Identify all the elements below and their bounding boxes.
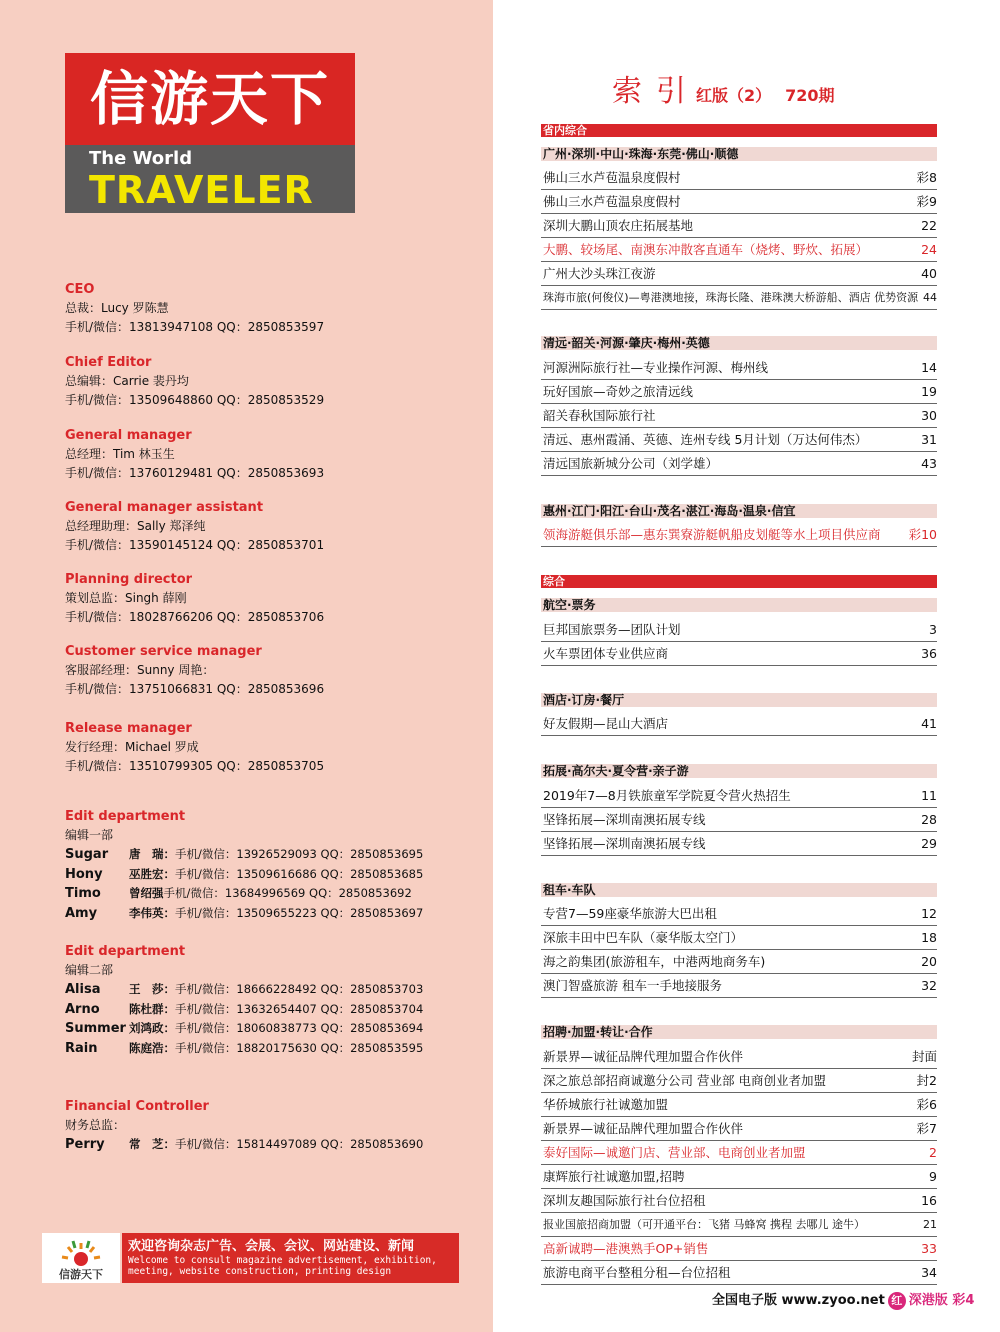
sun-icon [62, 1241, 100, 1266]
footer-edition: 深港版 [908, 1293, 948, 1308]
index-row[interactable]: 韶关春秋国际旅行社 30 [541, 404, 937, 428]
footer-page: 彩4 [952, 1293, 975, 1308]
mini-logo-text: 信游天下 [59, 1268, 103, 1281]
index-row[interactable]: 华侨城旅行社诚邀加盟 彩6 [541, 1093, 937, 1117]
index-row[interactable]: 坚锋拓展—深圳南澳拓展专线 29 [541, 832, 937, 856]
subcategory-header: 航空·票务 [541, 598, 937, 612]
banner-en: Welcome to consult magazine advertisement, exhibition, meeting, website construction, printing design [128, 1255, 437, 1277]
subcategory-header: 招聘·加盟·转让·合作 [541, 1025, 937, 1039]
index-row[interactable]: 火车票团体专业供应商 36 [541, 642, 937, 666]
index-row[interactable]: 专营7—59座豪华旅游大巴出租 12 [541, 902, 937, 926]
index-row[interactable]: 康辉旅行社诚邀加盟,招聘 9 [541, 1165, 937, 1189]
logo-title-en-1: The World [89, 148, 193, 169]
member-row: Amy 李伟英：手机/微信：13509655223 QQ：2850853697 [65, 905, 424, 921]
subcategory-header: 惠州·江门·阳江·台山·茂名·湛江·海岛·温泉·信宜 [541, 504, 937, 518]
index-row[interactable]: 深圳大鹏山顶农庄拓展基地 22 [541, 214, 937, 238]
edit-department-2: Edit department 编辑二部 Alisa 王 莎：手机/微信：18666228492 QQ：2850853703 Arno 陈杜群：手机/微信：13632654407 QQ：2850853704 Summer 刘鸿政：手机/微信：18060838773 QQ：2850853694 Rain 陈庭浩：手机/微信：18820175630 QQ：2850853595 [65, 943, 423, 1058]
index-row[interactable]: 清远国旅新城分公司（刘学雄） 43 [541, 452, 937, 476]
masthead-panel [0, 0, 493, 1332]
index-row[interactable]: 河源洲际旅行社—专业操作河源、梅州线 14 [541, 356, 937, 380]
index-row[interactable]: 领海游艇俱乐部—惠东巽寮游艇帆船皮划艇等水上项目供应商 彩10 [541, 523, 937, 547]
staff-ceo: CEO 总裁：Lucy 罗陈慧 手机/微信：13813947108 QQ：2850853597 [65, 282, 325, 334]
index-row[interactable]: 2019年7—8月铁旅童军学院夏令营火热招生 11 [541, 784, 937, 808]
subcategory-header: 租车·车队 [541, 883, 937, 897]
subcategory-header: 酒店·订房·餐厅 [541, 693, 937, 707]
staff-chief-editor: Chief Editor 总编辑：Carrie 裴丹均 手机/微信：13509648860 QQ：2850853529 [65, 355, 325, 407]
member-row: Sugar 唐 瑞：手机/微信：13926529093 QQ：2850853695 [65, 847, 424, 862]
staff-gm-assistant: General manager assistant 总经理助理：Sally 郑泽纯 手机/微信：13590145124 QQ：2850853701 [65, 500, 325, 552]
index-row[interactable]: 深圳友趣国际旅行社台位招租 16 [541, 1189, 937, 1213]
index-row[interactable]: 海之韵集团(旅游租车，中港两地商务车) 20 [541, 950, 937, 974]
page-footer [712, 1292, 974, 1310]
index-row[interactable]: 广州大沙头珠江夜游 40 [541, 262, 937, 286]
footer-site[interactable]: 全国电子版 www.zyoo.net [712, 1293, 885, 1308]
staff-customer-service: Customer service manager 客服部经理：Sunny 周艳： 手机/微信：13751066831 QQ：2850853696 [65, 644, 325, 696]
index-row[interactable]: 旅游电商平台整租分租—台位招租 34 [541, 1261, 937, 1285]
member-row: Alisa 王 莎：手机/微信：18666228492 QQ：2850853703 [65, 982, 424, 997]
index-row[interactable]: 新景界—诚征品牌代理加盟合作伙伴 彩7 [541, 1117, 937, 1141]
edition-badge-icon: 红 [888, 1292, 906, 1310]
magazine-logo [65, 53, 355, 213]
index-row[interactable]: 报业国旅招商加盟（可开通平台：飞猪 马蜂窝 携程 去哪儿 途牛） 21 [541, 1213, 937, 1237]
mini-logo [42, 1233, 120, 1283]
member-row: Perry 常 芝：手机/微信：15814497089 QQ：2850853690 [65, 1137, 424, 1152]
financial-controller: Financial Controller 财务总监： Perry 常 芝：手机/微信：15814497089 QQ：2850853690 [65, 1098, 423, 1155]
subcategory-header: 拓展·高尔夫·夏令营·亲子游 [541, 764, 937, 778]
index-row[interactable]: 深之旅总部招商诚邀分公司 营业部 电商创业者加盟 封2 [541, 1069, 937, 1093]
member-row: Summer 刘鸿政：手机/微信：18060838773 QQ：2850853694 [65, 1021, 424, 1036]
edit-department-1: Edit department 编辑一部 Sugar 唐 瑞：手机/微信：13926529093 QQ：2850853695 Hony 巫胜宏：手机/微信：13509616686 QQ：2850853685 Timo 曾绍强手机/微信：13684996569 QQ：2850853692 Amy 李伟英：手机/微信：13509655223 QQ：2850853697 [65, 808, 423, 923]
member-row: Rain 陈庭浩：手机/微信：18820175630 QQ：2850853595 [65, 1040, 424, 1056]
index-row[interactable]: 泰好国际—诚邀门店、营业部、电商创业者加盟 2 [541, 1141, 937, 1165]
logo-title-en-2: TRAVELER [89, 168, 314, 212]
subcategory-header: 清远·韶关·河源·肇庆·梅州·英德 [541, 336, 937, 350]
index-row[interactable]: 清远、惠州霞涌、英德、连州专线 5月计划（万达何伟杰） 31 [541, 428, 937, 452]
member-row: Hony 巫胜宏：手机/微信：13509616686 QQ：2850853685 [65, 866, 424, 882]
member-row: Arno 陈杜群：手机/微信：13632654407 QQ：2850853704 [65, 1001, 424, 1017]
banner-cn: 欢迎咨询杂志广告、会展、会议、网站建设、新闻 [128, 1239, 415, 1254]
category-header: 省内综合 [541, 124, 937, 137]
index-row[interactable]: 澳门智盛旅游 租车一手地接服务 32 [541, 974, 937, 998]
index-title: 索引红版（2） 720期 [612, 74, 835, 109]
index-row[interactable]: 好友假期—昆山大酒店 41 [541, 712, 937, 736]
index-row[interactable]: 巨邦国旅票务—团队计划 3 [541, 618, 937, 642]
index-row[interactable]: 深旅丰田中巴车队（豪华版太空门） 18 [541, 926, 937, 950]
staff-planning-director: Planning director 策划总监：Singh 薛刚 手机/微信：18028766206 QQ：2850853706 [65, 572, 325, 624]
index-row[interactable]: 坚锋拓展—深圳南澳拓展专线 28 [541, 808, 937, 832]
staff-general-manager: General manager 总经理：Tim 林玉生 手机/微信：13760129481 QQ：2850853693 [65, 428, 325, 480]
member-row: Timo 曾绍强手机/微信：13684996569 QQ：2850853692 [65, 886, 412, 901]
staff-release-manager: Release manager 发行经理：Michael 罗成 手机/微信：13510799305 QQ：2850853705 [65, 721, 325, 773]
category-header: 综合 [541, 575, 937, 588]
index-row[interactable]: 高新诚聘—港澳熟手OP+销售 33 [541, 1237, 937, 1261]
index-row[interactable]: 佛山三水芦苞温泉度假村 彩8 [541, 166, 937, 190]
index-row[interactable]: 珠海市旅(何俊仪)—粤港澳地接，珠海长隆、港珠澳大桥游船、酒店 优势资源 44 [541, 286, 937, 310]
index-row[interactable]: 大鹏、较场尾、南澳东冲散客直通车（烧烤、野炊、拓展） 24 [541, 238, 937, 262]
subcategory-header: 广州·深圳·中山·珠海·东莞·佛山·顺德 [541, 147, 937, 161]
logo-title-cn: 信游天下 [65, 53, 355, 145]
index-row[interactable]: 新景界—诚征品牌代理加盟合作伙伴 封面 [541, 1045, 937, 1069]
index-row[interactable]: 玩好国旅—奇妙之旅清远线 19 [541, 380, 937, 404]
index-row[interactable]: 佛山三水芦苞温泉度假村 彩9 [541, 190, 937, 214]
ad-banner [42, 1233, 459, 1283]
